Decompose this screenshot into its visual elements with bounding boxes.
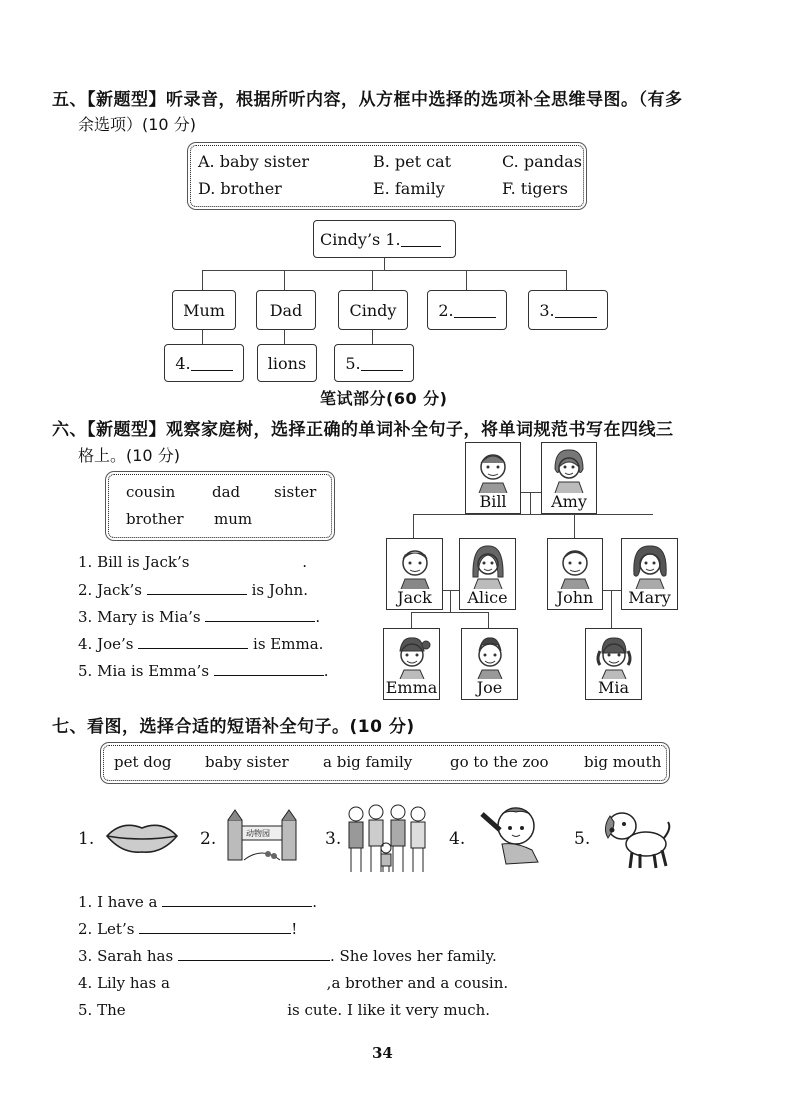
answer-blank-3[interactable] bbox=[555, 303, 597, 318]
pic-number-4: 4. bbox=[449, 829, 466, 849]
s7-sentence-4-pre: 4. Lily has a bbox=[78, 974, 170, 992]
section6-title-cont: 格上。(10 分) bbox=[78, 446, 180, 465]
girl-face-icon bbox=[392, 633, 432, 679]
mindmap-line bbox=[202, 270, 566, 271]
phrase-pet-dog: pet dog bbox=[114, 753, 172, 771]
s6-sentence-4-pre: 4. Joe’s bbox=[78, 635, 134, 653]
person-john bbox=[547, 538, 603, 610]
pic-number-2: 2. bbox=[200, 829, 217, 849]
answer-blank-2[interactable] bbox=[454, 303, 496, 318]
phrase-big-mouth: big mouth bbox=[584, 753, 662, 771]
man-face-icon bbox=[395, 543, 435, 589]
mindmap-node-3 bbox=[528, 290, 608, 330]
big-family-icon bbox=[342, 802, 432, 874]
option-d: D. brother bbox=[198, 179, 282, 198]
mindmap-node-4 bbox=[164, 344, 244, 382]
s7-sentence-1 bbox=[78, 892, 317, 911]
s7-sentence-4 bbox=[78, 973, 508, 992]
person-emma-label: Emma bbox=[385, 678, 438, 697]
dog-icon bbox=[600, 804, 674, 870]
girl-face-icon bbox=[594, 633, 634, 679]
mindmap-root-label: Cindy’s 1. bbox=[320, 229, 401, 249]
mindmap-line bbox=[372, 328, 373, 344]
mindmap-node-2-label: 2. bbox=[438, 300, 454, 320]
mindmap-node-lions: lions bbox=[257, 344, 317, 382]
person-mary-label: Mary bbox=[628, 588, 671, 607]
s7-sentence-2-pre: 2. Let’s bbox=[78, 920, 135, 938]
s7-sentence-5-post: is cute. I like it very much. bbox=[287, 1001, 491, 1019]
s6-sentence-4-post: is Emma. bbox=[253, 635, 324, 653]
s7-sentence-5-pre: 5. The bbox=[78, 1001, 126, 1019]
s6-sentence-2-pre: 2. Jack’s bbox=[78, 581, 142, 599]
s7-sentence-4-post: ,a brother and a cousin. bbox=[326, 974, 509, 992]
person-joe bbox=[461, 628, 518, 700]
written-part-heading: 笔试部分(60 分) bbox=[320, 389, 448, 408]
s7-sentence-1-post: . bbox=[312, 893, 318, 911]
zoo-sign-text: 动物园 bbox=[246, 829, 270, 838]
tree-line bbox=[413, 514, 653, 515]
woman-face-icon bbox=[549, 447, 589, 493]
woman-face-icon bbox=[630, 543, 670, 589]
s6-sentence-1-pre: 1. Bill is Jack’s bbox=[78, 553, 190, 571]
phrase-baby-sister: baby sister bbox=[205, 753, 289, 771]
s7-blank-5[interactable] bbox=[130, 1000, 282, 1015]
tree-line bbox=[411, 612, 489, 613]
mindmap-line bbox=[284, 328, 285, 344]
option-e: E. family bbox=[373, 179, 445, 198]
person-amy bbox=[541, 442, 597, 514]
mouth-icon bbox=[104, 818, 180, 856]
s6-sentence-4 bbox=[78, 634, 323, 653]
mindmap-node-3-label: 3. bbox=[539, 300, 555, 320]
pic-number-3: 3. bbox=[325, 829, 342, 849]
word-dad: dad bbox=[212, 483, 241, 501]
boy-face-icon bbox=[470, 633, 510, 679]
man-face-icon bbox=[555, 543, 595, 589]
answer-blank-5[interactable] bbox=[361, 356, 403, 371]
s6-blank-3[interactable] bbox=[205, 607, 315, 622]
s7-sentence-1-pre: 1. I have a bbox=[78, 893, 158, 911]
mindmap-line bbox=[372, 270, 373, 290]
mindmap-node-2 bbox=[427, 290, 507, 330]
answer-blank-1[interactable] bbox=[401, 232, 441, 247]
option-c: C. pandas bbox=[502, 152, 582, 171]
pic-number-1: 1. bbox=[78, 829, 95, 849]
option-b: B. pet cat bbox=[373, 152, 452, 171]
mindmap-root bbox=[313, 220, 456, 258]
tree-line bbox=[413, 514, 414, 538]
man-face-icon bbox=[473, 447, 513, 493]
person-mia-label: Mia bbox=[597, 678, 630, 697]
person-alice-label: Alice bbox=[467, 588, 508, 607]
phrase-go-to-the-zoo: go to the zoo bbox=[450, 753, 549, 771]
word-brother: brother bbox=[126, 510, 184, 528]
word-sister: sister bbox=[274, 483, 317, 501]
option-a: A. baby sister bbox=[198, 152, 309, 171]
section5-title-cont: 余选项）(10 分) bbox=[78, 115, 196, 134]
s7-sentence-3-pre: 3. Sarah has bbox=[78, 947, 174, 965]
mindmap-line bbox=[384, 258, 385, 270]
person-alice bbox=[459, 538, 516, 610]
s6-sentence-5-pre: 5. Mia is Emma’s bbox=[78, 662, 210, 680]
s6-blank-5[interactable] bbox=[214, 661, 324, 676]
s6-blank-2[interactable] bbox=[147, 580, 247, 595]
tree-line bbox=[450, 590, 451, 612]
section5-title: 五、【新题型】听录音，根据所听内容，从方框中选择的选项补全思维导图。（有多 bbox=[52, 90, 683, 110]
s6-sentence-5-post: . bbox=[323, 662, 329, 680]
person-bill bbox=[465, 442, 521, 514]
person-amy-label: Amy bbox=[551, 492, 587, 511]
person-jack-label: Jack bbox=[397, 588, 432, 607]
option-f: F. tigers bbox=[502, 179, 568, 198]
person-bill-label: Bill bbox=[479, 492, 507, 511]
pic-number-5: 5. bbox=[574, 829, 591, 849]
s6-sentence-3-post: . bbox=[315, 608, 321, 626]
person-jack bbox=[386, 538, 443, 610]
s6-blank-1[interactable] bbox=[194, 552, 302, 567]
s6-sentence-1 bbox=[78, 552, 307, 571]
s7-blank-4[interactable] bbox=[175, 973, 327, 988]
mindmap-line bbox=[466, 270, 467, 290]
s7-blank-2[interactable] bbox=[139, 919, 291, 934]
baby-icon bbox=[472, 800, 548, 870]
word-cousin: cousin bbox=[126, 483, 176, 501]
tree-line bbox=[488, 612, 489, 628]
tree-line bbox=[530, 492, 531, 514]
mindmap-node-cindy: Cindy bbox=[338, 290, 408, 330]
mindmap-node-5-label: 5. bbox=[345, 353, 361, 373]
s6-blank-4[interactable] bbox=[138, 634, 248, 649]
s6-sentence-2 bbox=[78, 580, 308, 599]
mindmap-node-4-label: 4. bbox=[175, 353, 191, 373]
section7-title: 七、看图，选择合适的短语补全句子。(10 分) bbox=[52, 717, 415, 737]
tree-line bbox=[611, 590, 612, 628]
mindmap-node-5 bbox=[334, 344, 414, 382]
person-john-label: John bbox=[556, 588, 594, 607]
mindmap-line bbox=[202, 328, 203, 344]
mindmap-node-dad: Dad bbox=[256, 290, 316, 330]
person-mary bbox=[621, 538, 678, 610]
person-mia bbox=[585, 628, 642, 700]
person-joe-label: Joe bbox=[476, 678, 503, 697]
s6-sentence-5 bbox=[78, 661, 329, 680]
mindmap-line bbox=[566, 270, 567, 290]
mindmap-node-mum: Mum bbox=[172, 290, 236, 330]
word-mum: mum bbox=[214, 510, 253, 528]
tree-line bbox=[411, 612, 412, 628]
person-emma bbox=[383, 628, 440, 700]
section6-title: 六、【新题型】观察家庭树，选择正确的单词补全句子，将单词规范书写在四线三 bbox=[52, 420, 674, 440]
s6-sentence-1-post: . bbox=[302, 553, 308, 571]
s6-sentence-2-post: is John. bbox=[251, 581, 308, 599]
s6-sentence-3-pre: 3. Mary is Mia’s bbox=[78, 608, 201, 626]
s7-sentence-3-post: . She loves her family. bbox=[329, 947, 497, 965]
s7-sentence-5 bbox=[78, 1000, 490, 1019]
answer-blank-4[interactable] bbox=[191, 356, 233, 371]
phrase-a-big-family: a big family bbox=[323, 753, 413, 771]
s7-sentence-2 bbox=[78, 919, 297, 938]
s7-blank-1[interactable] bbox=[162, 892, 312, 907]
tree-line bbox=[574, 514, 575, 538]
woman-face-icon bbox=[468, 543, 508, 589]
s7-sentence-2-post: ! bbox=[291, 920, 298, 938]
s7-blank-3[interactable] bbox=[178, 946, 330, 961]
mindmap-line bbox=[284, 270, 285, 290]
page-number: 34 bbox=[372, 1044, 393, 1062]
s7-sentence-3 bbox=[78, 946, 497, 965]
mindmap-line bbox=[202, 270, 203, 290]
s6-sentence-3 bbox=[78, 607, 320, 626]
